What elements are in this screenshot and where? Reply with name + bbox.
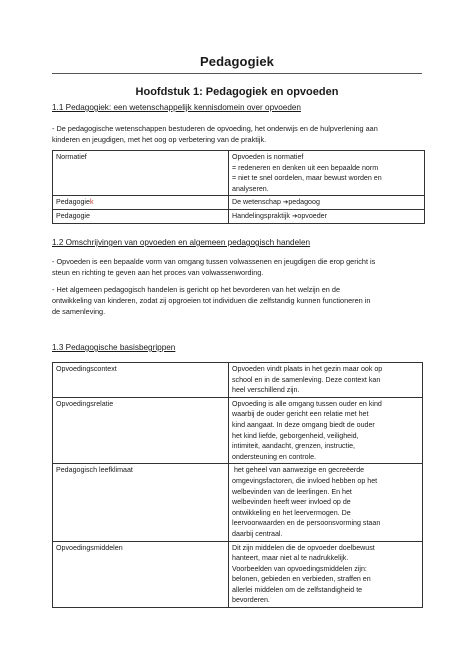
- table-cell-term: Opvoedingscontext: [53, 363, 229, 398]
- paragraph-line: steun en richting te geven aan het proces van volwassenwording.: [52, 268, 264, 277]
- cell-line: intimiteit, aandacht, grenzen, instructie,: [232, 442, 356, 451]
- cell-line: hanteert, maar niet al te nadrukkelijk.: [232, 554, 349, 563]
- table-cell-term: Opvoedingsmiddelen: [53, 541, 229, 608]
- paragraph-line: kinderen en jeugdigen, met het oog op verbetering van de praktijk.: [52, 135, 267, 144]
- cell-line: ontwikkeling en het leervermogen. De: [232, 508, 351, 517]
- cell-line: Voorbeelden van opvoedingsmiddelen zijn:: [232, 564, 367, 573]
- cell-text: De wetenschap: [232, 198, 283, 207]
- paragraph-line: - Opvoeden is een bepaalde vorm van omgang tussen volwassenen en jeugdigen die erop gericht is: [52, 257, 376, 266]
- table-cell-description: [229, 363, 423, 398]
- definition-table-2: [52, 362, 423, 608]
- cell-line: belonen, gebieden en verbieden, straffen en: [232, 575, 371, 584]
- cell-text: Handelingspraktijk: [232, 211, 292, 220]
- table-row: [53, 541, 423, 608]
- document-title: Pedagogiek: [200, 54, 274, 69]
- section-heading-1-1: 1.1 Pedagogiek: een wetenschappelijk kennisdomein over opvoeden: [52, 103, 301, 112]
- cell-line: Opvoeding is alle omgang tussen ouder en kind: [232, 399, 382, 408]
- cell-text: pedagoog: [288, 198, 320, 207]
- cell-line: = redeneren en denken uit een bepaalde norm: [232, 163, 379, 172]
- term-text: Pedagogie: [56, 198, 90, 207]
- section-heading-1-2: 1.2 Omschrijvingen van opvoeden en algemeen pedagogisch handelen: [52, 238, 311, 247]
- cell-line: welbevinden van de leerlingen. En het: [232, 487, 352, 496]
- paragraph-line: ontwikkeling van kinderen, zodat zij opgroeien tot individuen die zelfstandig kunnen functioneren in: [52, 296, 371, 305]
- arrow-right-icon: ➔: [291, 211, 298, 220]
- cell-line: ondersteuning en controle.: [232, 452, 317, 461]
- paragraph-line: de samenleving.: [52, 307, 106, 316]
- table-row: [53, 196, 425, 210]
- cell-line: = niet te snel oordelen, maar bewust worden en: [232, 174, 382, 183]
- cell-line: heel verschillend zijn.: [232, 386, 300, 395]
- cell-line: het geheel van aanwezige en gecreëerde: [232, 466, 365, 475]
- paragraph-1-1: [52, 123, 424, 145]
- cell-line: Opvoeden is normatief: [232, 153, 304, 161]
- cell-line: Dit zijn middelen die de opvoeder doelbewust: [232, 543, 375, 552]
- cell-line: het kind liefde, geborgenheid, veiligheid,: [232, 431, 359, 440]
- cell-line: allerlei middelen om de zelfstandigheid te: [232, 585, 363, 594]
- table-row: [53, 209, 425, 223]
- cell-line: waarbij de ouder gericht een relatie met het: [232, 410, 369, 419]
- cell-line: welbevinden heeft weer invloed op de: [232, 498, 351, 507]
- table-cell-description: [229, 397, 423, 464]
- chapter-heading: Hoofdstuk 1: Pedagogiek en opvoeden: [135, 86, 339, 98]
- table-cell-term: Normatief: [53, 151, 229, 196]
- definition-table-1: [52, 150, 425, 224]
- paragraph-line: - De pedagogische wetenschappen bestuderen de opvoeding, het onderwijs en de hulpverlening aan: [52, 124, 378, 133]
- table-cell-description: [229, 151, 425, 196]
- arrow-right-icon: ➔: [282, 198, 289, 207]
- table-cell-description: [229, 209, 425, 223]
- table-cell-description: [229, 196, 425, 210]
- table-row: [53, 363, 423, 398]
- cell-line: Opvoeden vindt plaats in het gezin maar ook op: [232, 365, 383, 373]
- table-row: [53, 397, 423, 464]
- cell-text: opvoeder: [297, 211, 327, 220]
- highlighted-letter: k: [89, 198, 94, 207]
- paragraph-1-2-b: [52, 284, 424, 317]
- cell-line: leervoorwaarden en de persoonsvorming staan: [232, 519, 381, 528]
- cell-line: bevorderen.: [232, 596, 270, 605]
- table-cell-term: [53, 196, 229, 210]
- cell-line: kind aangaat. In deze omgang biedt de ouder: [232, 420, 375, 429]
- table-cell-term: Opvoedingsrelatie: [53, 397, 229, 464]
- cell-line: analyseren.: [232, 184, 269, 193]
- table-cell-description: [229, 464, 423, 541]
- table-row: [53, 464, 423, 541]
- table-row: [53, 151, 425, 196]
- table-cell-term: Pedagogisch leefklimaat: [53, 464, 229, 541]
- cell-line: school en in de samenleving. Deze context kan: [232, 375, 381, 384]
- title-divider: [52, 73, 422, 74]
- cell-line: daarbij centraal.: [232, 529, 283, 538]
- cell-line: omgevingsfactoren, die invloed hebben op het: [232, 476, 378, 485]
- table-cell-term: Pedagogie: [53, 209, 229, 223]
- paragraph-1-2-a: [52, 256, 424, 278]
- table-cell-description: [229, 541, 423, 608]
- paragraph-line: - Het algemeen pedagogisch handelen is gericht op het bevorderen van het welzijn en de: [52, 285, 341, 294]
- section-heading-1-3: 1.3 Pedagogische basisbegrippen: [52, 343, 176, 352]
